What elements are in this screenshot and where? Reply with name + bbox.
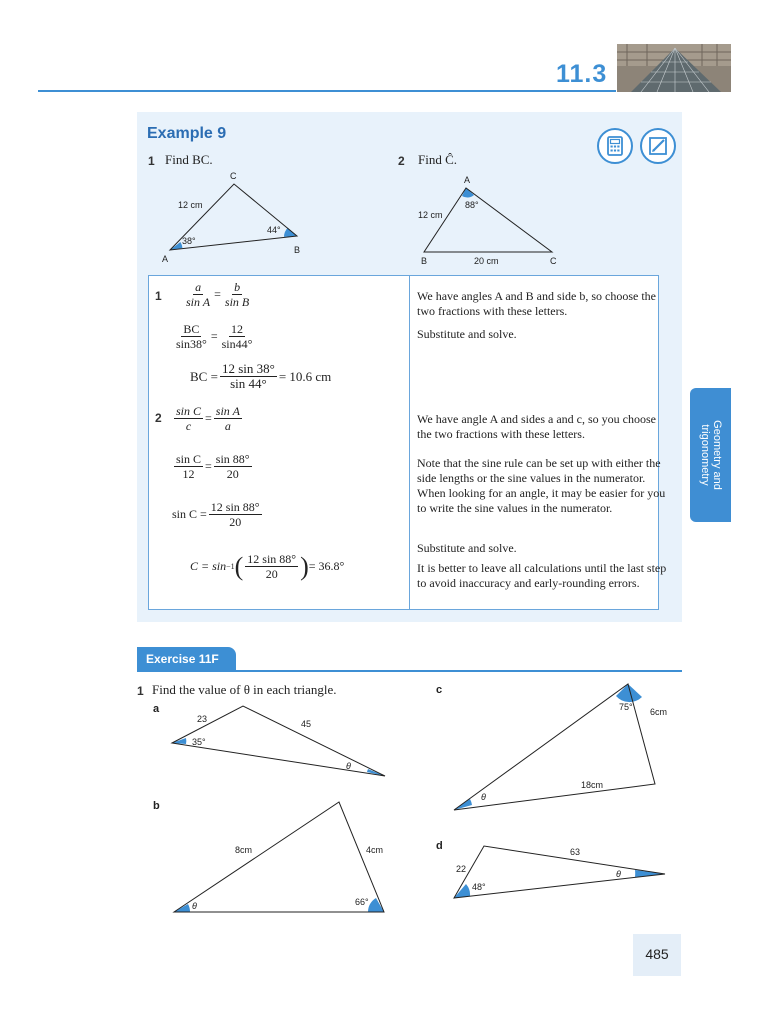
bc-result: BC = $\frac{12 \sin 38^\circ}{\sin 44^\circ}$ = 10.6 cm (190, 361, 332, 391)
exercise-q1-number: 1 (137, 684, 144, 698)
svg-text:B: B (294, 245, 301, 255)
side-tab-label: Geometry and trigonometry (698, 420, 723, 490)
svg-text:8cm: 8cm (235, 845, 253, 855)
exercise-triangle-b (168, 798, 393, 918)
svg-text:B: B (421, 256, 428, 266)
exercise-part-c-label: c (436, 684, 443, 696)
svg-text:A: A (464, 175, 471, 185)
svg-text:20 cm: 20 cm (474, 256, 499, 266)
exercise-q1-text: Find the value of θ in each triangle. (152, 682, 337, 697)
sine-rule-general: $\frac{a}{\text{sin A}}$ = $\frac{b}{\text{sin B}}$ (186, 280, 250, 309)
page-number: 485 (645, 946, 669, 962)
exercise-part-b-label: b (153, 800, 160, 812)
svg-text:θ: θ (616, 869, 621, 879)
svg-text:66°: 66° (355, 897, 369, 907)
svg-text:θ: θ (192, 901, 197, 911)
pencil-icon (640, 128, 676, 164)
header-photo (617, 44, 731, 92)
explanation-2: Substitute and solve. (417, 327, 517, 341)
explanation-4: Note that the sine rule can be set up with either the side lengths or the sine values in the numerator. When looking for an angle, it may be easier for you to write the sine values in the numerator. (417, 456, 666, 515)
svg-text:6cm: 6cm (650, 707, 668, 717)
explanation-3: We have angle A and sides a and c, so you choose the two fractions with these letters. (417, 412, 656, 441)
exercise-title: Exercise 11F (146, 652, 219, 666)
svg-text:C: C (550, 256, 557, 266)
solution-divider (409, 275, 410, 610)
exercise-triangle-d (448, 840, 673, 902)
example-q1-number: 1 (148, 154, 155, 168)
example-q2-number: 2 (398, 154, 405, 168)
sin-c-expression: sin C = $\frac{12 \sin 88^\circ}{20}$ (172, 500, 260, 529)
svg-text:23: 23 (197, 714, 208, 724)
svg-text:12 cm: 12 cm (418, 210, 443, 220)
sine-rule-substituted-2: $\frac{\text{sin C}}{12}$ = $\frac{\sin 88^\circ}{20}$ (176, 452, 250, 481)
exercise-part-a-label: a (153, 703, 160, 715)
svg-text:45: 45 (301, 719, 312, 729)
svg-text:48°: 48° (472, 882, 486, 892)
svg-text:88°: 88° (465, 200, 479, 210)
chapter-side-tab[interactable] (690, 388, 731, 522)
exercise-triangle-a (165, 700, 395, 782)
svg-text:38°: 38° (182, 236, 196, 246)
example-q1-text: Find BC. (165, 152, 213, 167)
svg-text:18cm: 18cm (581, 780, 604, 790)
svg-text:12 cm: 12 cm (178, 200, 203, 210)
exercise-triangle-c (448, 680, 678, 815)
svg-text:22: 22 (456, 864, 467, 874)
example-q2-triangle (414, 170, 564, 268)
page-number-box (633, 934, 681, 976)
svg-text:63: 63 (570, 847, 581, 857)
section-number: 11.3 (556, 60, 608, 88)
angle-c-result: C = sin −1 ( $\frac{12 \sin 88^\circ}{20}$ ) = 36.8° (190, 551, 345, 581)
svg-text:θ: θ (346, 761, 351, 771)
sine-rule-general-2: $\frac{\text{sin C}}{c}$ = $\frac{\text{sin A}}{a}$ (176, 404, 240, 433)
svg-text:4cm: 4cm (366, 845, 384, 855)
section-rule (38, 90, 616, 92)
svg-text:75°: 75° (619, 702, 633, 712)
example-title: Example 9 (147, 125, 227, 142)
solution-part-2-number: 2 (155, 411, 162, 425)
svg-text:44°: 44° (267, 225, 281, 235)
example-q2-text: Find Ĉ. (418, 152, 458, 167)
exercise-part-d-label: d (436, 840, 443, 852)
svg-text:θ: θ (481, 792, 486, 802)
explanation-1: We have angles A and B and side b, so choose the two fractions with these letters. (417, 289, 656, 318)
explanation-6: It is better to leave all calculations until the last step to avoid inaccuracy and early-rounding errors. (417, 561, 667, 590)
svg-text:A: A (162, 254, 169, 264)
svg-text:C: C (230, 171, 237, 181)
calculator-icon (597, 128, 633, 164)
sine-rule-substituted: $\frac{BC}{\sin 38^\circ}$ = $\frac{12}{\sin 44^\circ}$ (176, 322, 253, 351)
example-q1-triangle (160, 168, 310, 266)
svg-text:35°: 35° (192, 737, 206, 747)
solution-part-1-number: 1 (155, 289, 162, 303)
explanation-5: Substitute and solve. (417, 541, 517, 555)
